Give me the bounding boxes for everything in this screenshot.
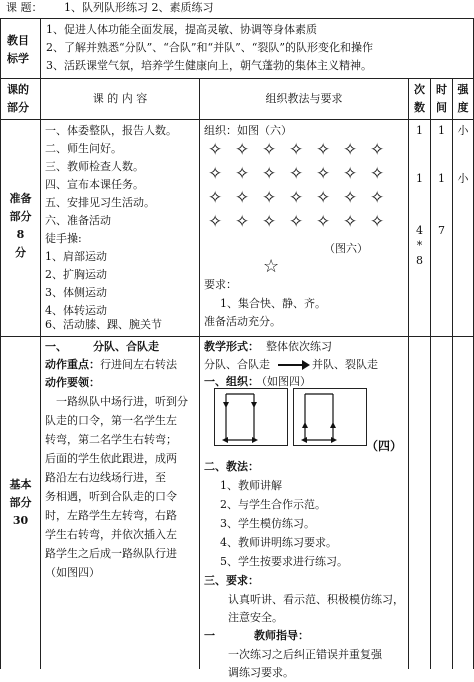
prep-req-label: 要求： [204,278,237,291]
row-line-prep [0,336,474,337]
objectives-label-2: 标学 [7,52,29,65]
prep-figure-label: （图六） [324,242,368,255]
header-duration-2: 间 [436,101,447,114]
outer-left [0,18,1,669]
prep-part-1: 准备 [9,192,32,205]
basic-key-label: 动作重点： [45,358,100,371]
prep-times-2: 1 [416,172,423,185]
prep-part-4: 分 [15,246,26,259]
col-line-part [40,18,41,669]
student-star-icon: ✧ [208,140,223,160]
basic-guide-label: 教师指导： [254,629,309,642]
basic-fig-label: （四） [366,439,403,453]
basic-form-text: 整体依次练习 [266,340,332,353]
student-star-icon: ✧ [289,212,304,232]
prep-content-line: 2、扩胸运动 [45,268,107,281]
objective-item-1: 1、促进人体功能全面发展，提高灵敏、协调等身体素质 [46,23,317,36]
objective-item-3: 3、活跃课堂气氛，培养学生健康向上，朝气蓬勃的集体主义精神。 [46,59,372,72]
prep-content-line: 二、师生问好。 [45,142,122,155]
basic-content-line: 队走的口令，第一名学生左 [45,414,177,427]
formation-paths [214,388,366,446]
prep-content-line: 五、安排见习生活动。 [45,196,155,209]
prep-intensity-1: 小 [457,124,469,137]
student-star-icon: ✧ [235,140,250,160]
student-star-icon: ✧ [316,140,331,160]
arrow-right-icon [278,364,304,366]
basic-key-text: 行进间左右转法 [100,358,177,371]
header-intensity-1: 强 [457,83,469,96]
prep-content-line: 六、准备活动 [45,214,111,227]
student-star-icon: ✧ [235,164,250,184]
header-times-2: 数 [414,101,425,114]
prep-content-line: 6、活动膝、踝、腕关节 [45,318,162,331]
prep-duration-3: 7 [438,224,445,237]
basic-content-line: 后面的学生依此跟进，成两 [45,452,177,465]
student-star-icon: ✧ [235,188,250,208]
basic-content-line: 务相遇，听到合队走的口令 [45,490,177,503]
student-star-icon: ✧ [370,164,385,184]
basic-guide-num: 一 [204,629,215,642]
prep-content-line: 一、体委整队，报告人数。 [45,124,177,137]
prep-part-3: 8 [16,228,25,241]
prep-content-line: 1、肩部运动 [45,250,107,263]
basic-teach-item: 5、学生按要求进行练习。 [220,555,348,568]
prep-duration-1: 1 [438,124,445,137]
student-star-icon: ✧ [208,188,223,208]
arrow-head-icon [302,360,310,370]
row-line-objectives [0,78,474,79]
student-star-icon: ✧ [289,140,304,160]
basic-title-num: 一、 [45,340,67,353]
basic-content-line: 学生右转弯，并依次插入左 [45,528,177,541]
topic-text: 1、队列队形练习 2、素质练习 [64,1,214,14]
basic-org-label: 一、组织： [204,375,259,388]
student-star-icon: ✧ [316,188,331,208]
prep-duration-2: 1 [438,172,445,185]
student-star-icon: ✧ [343,188,358,208]
student-star-icon: ✧ [370,212,385,232]
prep-intensity-2: 小 [457,172,469,185]
prep-content-line: 三、教师检查人数。 [45,160,144,173]
student-star-icon: ✧ [262,140,277,160]
header-intensity-2: 度 [457,101,469,114]
prep-times-1: 1 [416,124,423,137]
basic-flow-b: 并队、裂队走 [312,358,378,371]
student-star-icon: ✧ [316,212,331,232]
basic-teach-item: 4、教师讲明练习要求。 [220,536,337,549]
header-part-1: 课的 [7,83,29,96]
basic-teach-item: 2、与学生合作示范。 [220,498,326,511]
header-duration-1: 时 [436,83,447,96]
basic-req-method-label: 三、要求： [204,574,259,587]
basic-content-line: 时，左路学生左转弯，右路 [45,509,177,522]
basic-guide-line: 一次练习之后纠正错误并重复强 [228,648,382,661]
student-star-icon: ✧ [289,188,304,208]
student-star-icon: ✧ [370,188,385,208]
prep-content-line: 4、体转运动 [45,304,107,317]
basic-req-line: 认真听讲、看示范、积极模仿练习， [228,593,404,606]
student-star-icon: ✧ [343,212,358,232]
header-content: 课 的 内 容 [92,92,148,105]
basic-req-label: 动作要领： [45,376,100,389]
student-formation [208,142,398,238]
student-star-icon: ✧ [343,164,358,184]
header-times-1: 次 [414,83,425,96]
prep-content-line: 3、体侧运动 [45,286,107,299]
basic-content-line: 一路纵队中场行进，听到分 [56,395,188,408]
basic-teach-item: 1、教师讲解 [220,479,282,492]
student-star-icon: ✧ [262,212,277,232]
student-star-icon: ✧ [370,140,385,160]
basic-title: 分队、合队走 [93,340,159,353]
basic-part-1: 基本 [9,478,32,491]
basic-content-line: 路学生之后成一路纵队行进 [45,547,177,560]
student-star-icon: ✧ [235,212,250,232]
prep-org-label: 组织：如图（六） [204,124,292,137]
col-line-times [408,79,409,669]
header-part-2: 部分 [7,101,29,114]
objective-item-2: 2、了解并熟悉“分队”、“合队”和“并队”、“裂队”的队形变化和操作 [46,41,373,54]
basic-teach-label: 二、教法： [204,460,259,473]
basic-part-3: 30 [12,514,29,527]
student-star-icon: ✧ [316,164,331,184]
basic-flow-a: 分队、合队走 [204,358,270,371]
prep-content-line: 四、宣布本课任务。 [45,178,144,191]
student-star-icon: ✧ [262,188,277,208]
col-line-content [199,79,200,669]
student-star-icon: ✧ [289,164,304,184]
student-star-icon: ✧ [208,164,223,184]
basic-req-line: 注意安全。 [228,611,283,624]
basic-form-label: 教学形式： [204,340,259,353]
prep-times-5: 8 [416,254,423,267]
col-line-intensity [452,79,453,669]
header-method: 组织教法与要求 [265,92,343,105]
prep-req-1: 1、集合快、静、齐。 [220,297,326,310]
prep-part-2: 部分 [9,210,32,223]
prep-content-line: 徒手操: [45,232,82,245]
basic-content-line: 路沿左右边线场行进，至 [45,471,166,484]
prep-times-3: 4 [416,224,423,237]
row-line-header [0,119,474,120]
top-border [0,18,474,19]
objectives-label-1: 教目 [7,34,29,47]
topic-label: 课 题： [6,1,43,14]
student-star-icon: ✧ [262,164,277,184]
basic-guide-line: 调练习要求。 [228,666,294,679]
prep-times-4: * [416,239,423,252]
student-star-icon: ✧ [208,212,223,232]
prep-req-2: 准备活动充分。 [204,315,281,328]
student-star-icon: ✧ [343,140,358,160]
basic-part-2: 部分 [9,496,32,509]
basic-org-text: （如图四） [256,375,311,388]
basic-content-line: （如图四） [45,566,100,579]
teacher-star-icon: ☆ [263,256,280,277]
basic-content-line: 转弯，第二名学生右转弯； [45,433,177,446]
col-line-duration [430,79,431,669]
basic-teach-item: 3、学生模仿练习。 [220,517,315,530]
